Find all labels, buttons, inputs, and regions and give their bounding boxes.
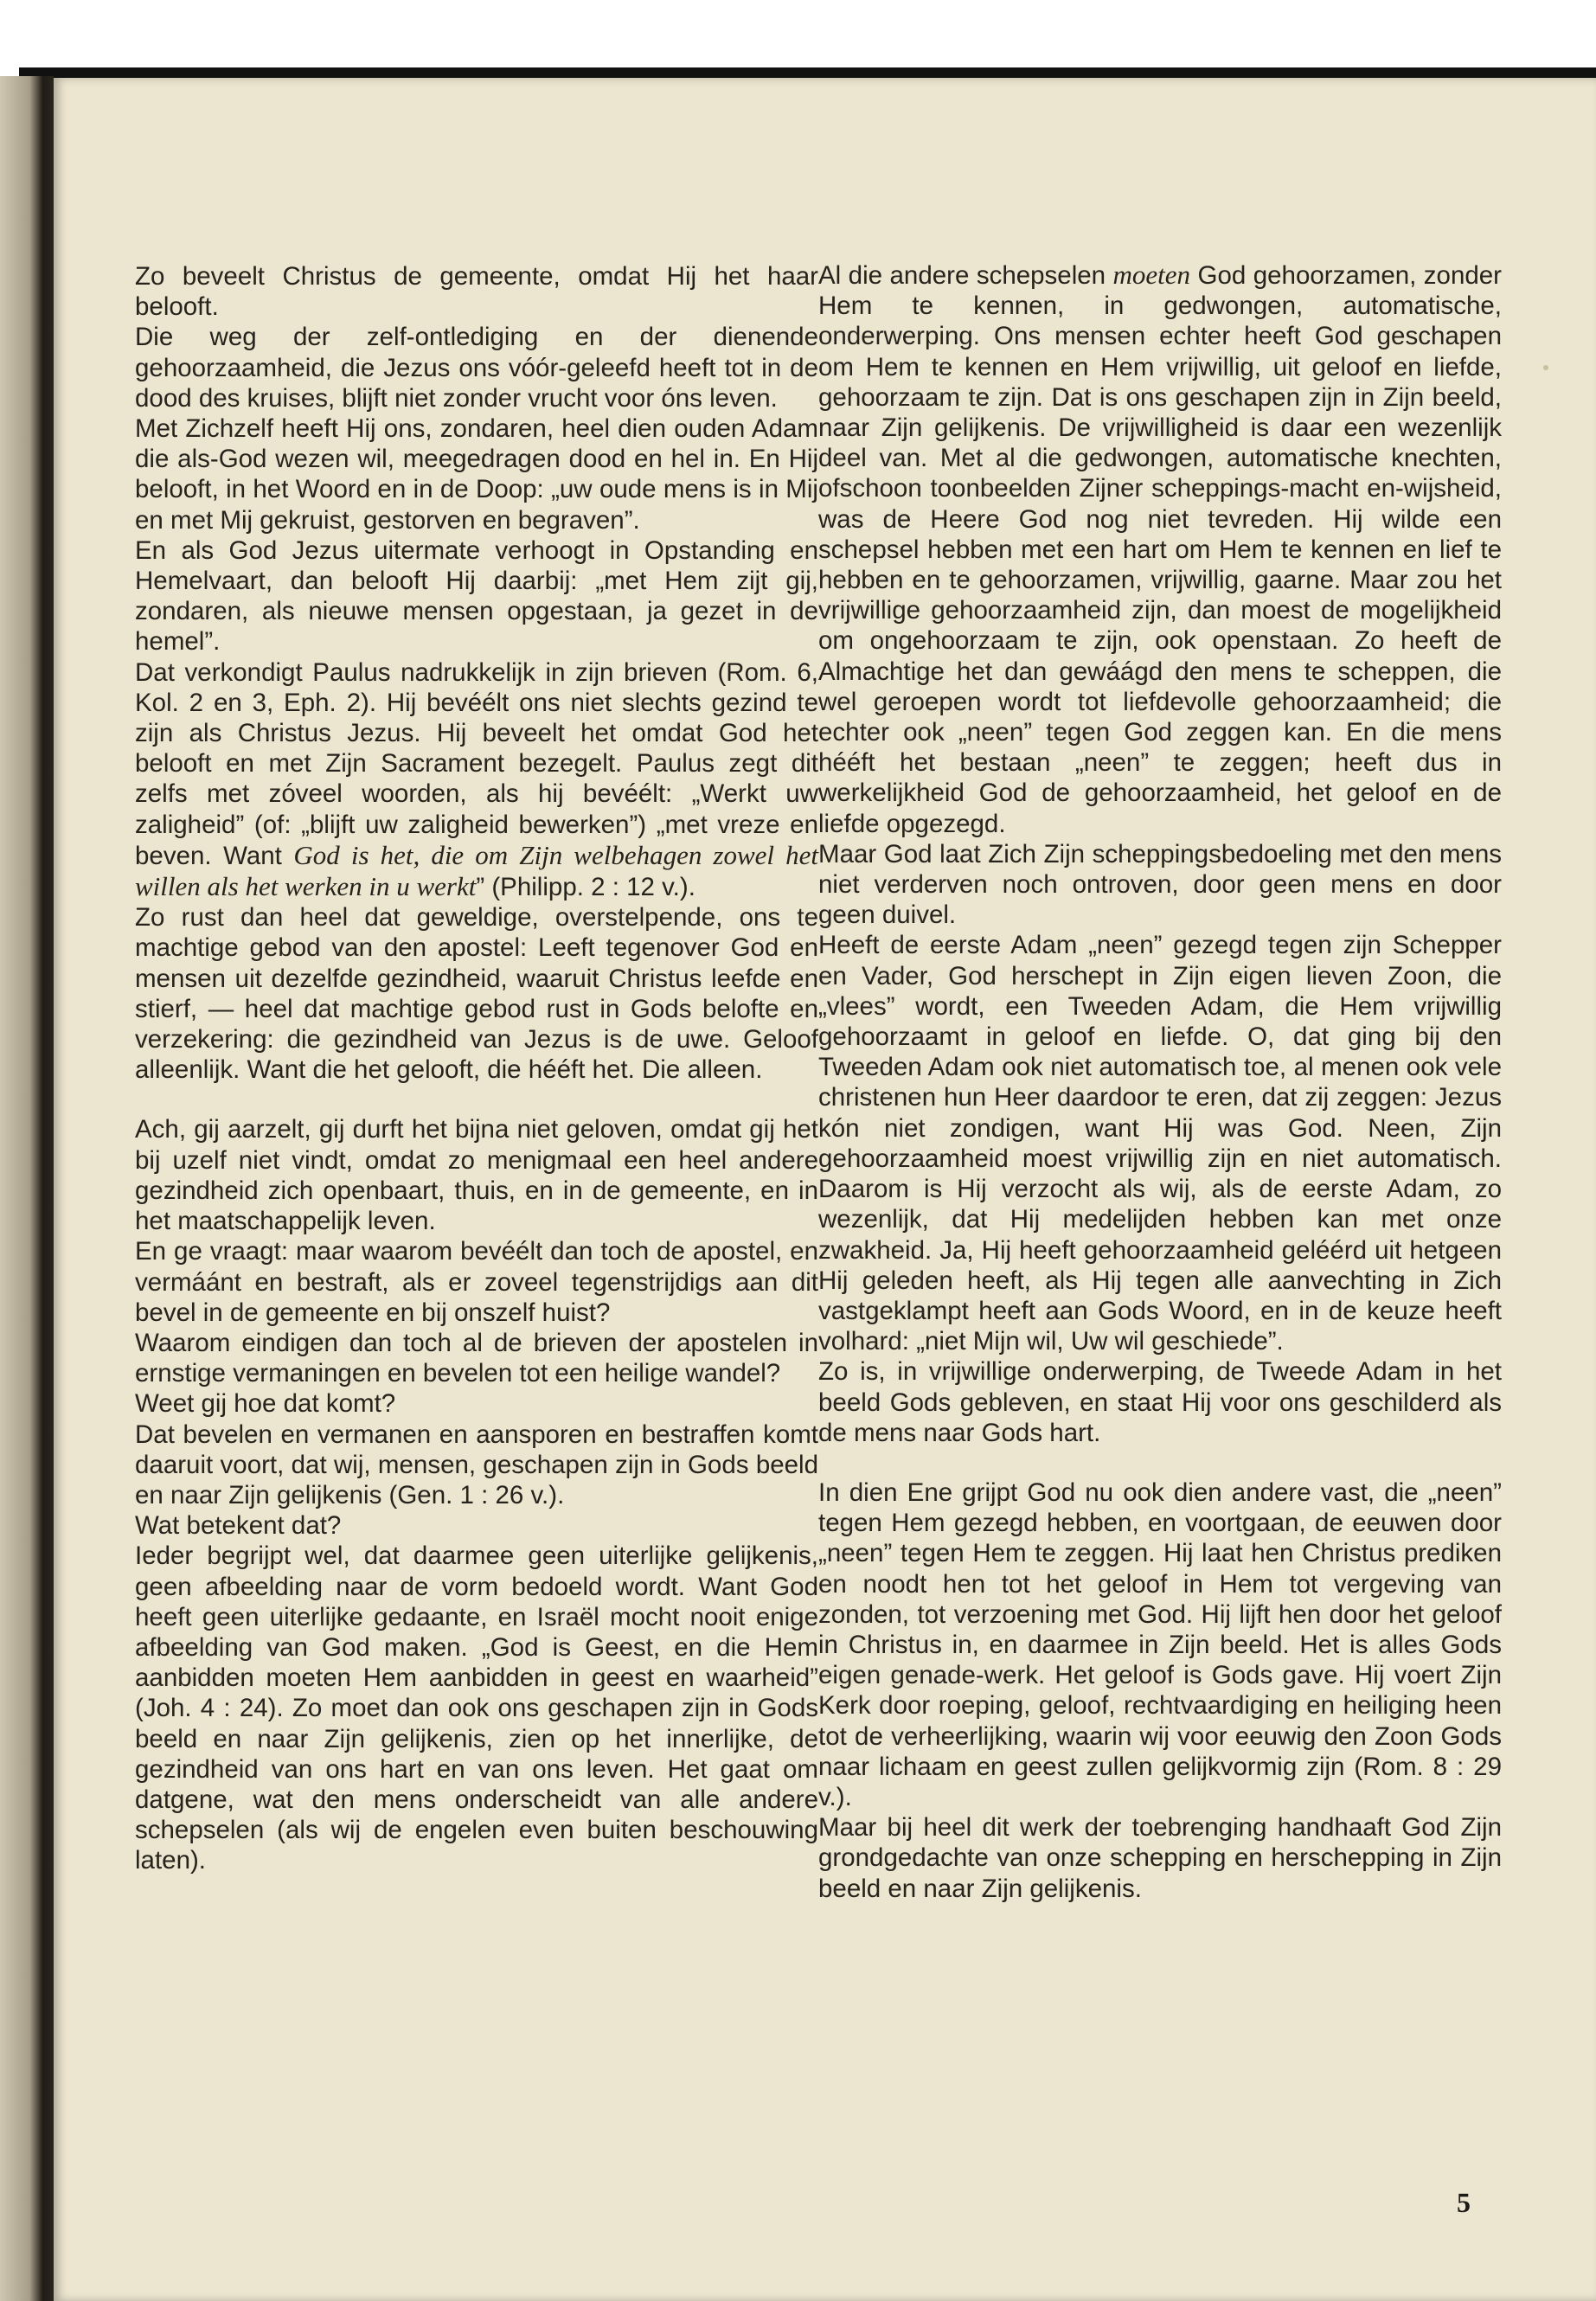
- paragraph: Heeft de eerste Adam „neen” gezegd tegen zijn Schepper en Vader, God herschept in Zijn eigen lieven Zoon, die „vlees” wordt, een Tweeden Adam, die Hem vrijwillig gehoorzaamt in geloof en liefde. O, dat ging bij den Tweeden Adam ook niet automatisch toe, al menen ook vele christenen hun Heer daardoor te eren, dat zij zeggen: Jezus kón niet zondigen, want Hij was God. Neen, Zijn gehoorzaamheid moest vrijwillig zijn en niet automatisch. Daarom is Hij verzocht als wij, als de eerste Adam, zo wezenlijk, dat Hij medelijden hebben kan met onze zwakheid. Ja, Hij heeft gehoorzaamheid geléérd uit hetgeen Hij geleden heeft, als Hij tegen alle aanvechting in Zich vastgeklampt heeft aan Gods Woord, en in de keuze heeft volhard: „niet Mijn wil, Uw wil geschiede”.: [818, 931, 1502, 1356]
- paragraph: Dat bevelen en vermanen en aansporen en bestraffen komt daaruit voort, dat wij, mensen, geschapen zijn in Gods beeld en naar Zijn gelijkenis (Gen. 1 : 26 v.).: [135, 1420, 818, 1509]
- text-run: Al die andere schepselen: [818, 261, 1106, 290]
- paragraph: [135, 657, 818, 903]
- right-column: [818, 260, 1502, 1904]
- paragraph: Waarom eindigen dan toch al de brieven der apostelen in ernstige vermaningen en bevelen tot een heilige wandel?: [135, 1328, 818, 1388]
- paragraph: Met Zichzelf heeft Hij ons, zondaren, heel dien ouden Adam die als-God wezen wil, meegedragen dood en hel in. En Hij belooft, in het Woord en in de Doop: „uw oude mens is in Mij en met Mij gekruist, gestorven en begraven”.: [135, 414, 818, 535]
- scan-spine-edge: [0, 76, 54, 2301]
- text-run: God gehoorzamen, zonder Hem te kennen, in gedwongen, automatische, onderwerping. Ons mensen echter heeft God geschapen om Hem te kennen en Hem vrijwillig, uit geloof en liefde, gehoorzaam te zijn. Dat is ons geschapen zijn in Zijn beeld, naar Zijn gelijkenis. De vrijwilligheid is daar een wezenlijk deel van. Met al die gedwongen, automatische knechten, ofschoon toonbeelden Zijner scheppings-macht en-wijsheid, was de Heere God nog niet tevreden. Hij wilde een schepsel hebben met een hart om Hem te kennen en lief te hebben en te gehoorzamen, vrijwillig, gaarne. Maar zou het vrijwillige gehoorzaamheid zijn, dan moest de mogelijkheid om ongehoorzaam te zijn, ook openstaan. Zo heeft de Almachtige het dan gewáágd den mens te scheppen, die wel geroepen wordt tot liefdevolle gehoorzaamheid; die echter ook „neen” tegen God zeggen kan. En die mens hééft het bestaan „neen” te zeggen; heeft dus in werkelijkheid God de gehoorzaamheid, het geloof en de liefde opgezegd.: [818, 261, 1502, 838]
- paragraph-gap: [135, 1085, 818, 1114]
- paper-speck: [1543, 365, 1548, 370]
- book-page: [54, 78, 1596, 2301]
- paragraph: Zo is, in vrijwillige onderwerping, de Tweede Adam in het beeld Gods gebleven, en staat Hij voor ons geschilderd als de mens naar Gods hart.: [818, 1357, 1502, 1447]
- italic-word: moeten: [1112, 260, 1191, 290]
- italic-quote: God is het, die om Zijn welbehagen zowel het willen als het werken in u werkt: [135, 839, 818, 902]
- text-run: Dat verkondigt Paulus nadrukkelijk in zijn brieven (Rom. 6, Kol. 2 en 3, Eph. 2). Hij bevéélt ons niet slechts gezind te zijn als Christus Jezus. Hij beveelt het omdat God het belooft en met Zijn Sacrament bezegelt. Paulus zegt dit zelfs met zóveel woorden, als hij bevéélt: „Werkt uw zaligheid” (of: „blijft uw zaligheid bewerken”) „met vreze en beven. Want: [135, 657, 818, 870]
- paragraph: En ge vraagt: maar waarom bevéélt dan toch de apostel, en vermáánt en bestraft, als er zoveel tegenstrijdigs aan dit bevel in de gemeente en bij onszelf huist?: [135, 1237, 818, 1327]
- paragraph: In dien Ene grijpt God nu ook dien andere vast, die „neen” tegen Hem gezegd hebben, en voortgaan, de eeuwen door „neen” tegen Hem te zeggen. Hij laat hen Christus prediken en noodt hen tot het geloof in Hem tot vergeving van zonden, tot verzoening met God. Hij lijft hen door het geloof in Christus in, en daarmee in Zijn beeld. Het is alles Gods eigen genade-werk. Het geloof is Gods gave. Hij voert Zijn Kerk door roeping, geloof, rechtvaardiging en heiliging heen tot de verheerlijking, waarin wij voor eeuwig den Zoon Gods naar lichaam en geest zullen gelijkvormig zijn (Rom. 8 : 29 v.).: [818, 1477, 1502, 1811]
- paragraph: Wat betekent dat?: [135, 1511, 342, 1541]
- paragraph: Weet gij hoe dat komt?: [135, 1389, 396, 1419]
- paragraph: [818, 260, 1502, 839]
- paragraph: Zo beveelt Christus de gemeente, omdat Hij het haar belooft.: [135, 262, 818, 322]
- left-column: [135, 261, 818, 1876]
- paragraph: Maar God laat Zich Zijn scheppingsbedoeling met den mens niet verderven noch ontroven, door geen mens en door geen duivel.: [818, 839, 1502, 930]
- paragraph: Maar bij heel dit werk der toebrenging handhaaft God Zijn grondgedachte van onze schepping en herschepping in Zijn beeld en naar Zijn gelijkenis.: [818, 1813, 1502, 1903]
- paragraph: Ieder begrijpt wel, dat daarmee geen uiterlijke gelijkenis, geen afbeelding naar de vorm bedoeld wordt. Want God heeft geen uiterlijke gedaante, en Israël mocht nooit enige afbeelding van God maken. „God is Geest, en die Hem aanbidden moeten Hem aanbidden in geest en waarheid” (Joh. 4 : 24). Zo moet dan ook ons geschapen zijn in Gods beeld en naar Zijn gelijkenis, zien op het innerlijke, de gezindheid van ons hart en van ons leven. Het gaat om datgene, wat den mens onderscheidt van alle andere schepselen (als wij de engelen even buiten beschouwing laten).: [135, 1541, 818, 1875]
- paragraph: Zo rust dan heel dat geweldige, overstelpende, ons te machtige gebod van den apostel: Leeft tegenover God en mensen uit dezelfde gezindheid, waaruit Christus leefde en stierf, — heel dat machtige gebod rust in Gods belofte en verzekering: die gezindheid van Jezus is de uwe. Geloof alleenlijk. Want die het gelooft, die hééft het. Die alleen.: [135, 903, 818, 1085]
- text-run: ” (Philipp. 2 : 12 v.).: [476, 873, 695, 902]
- page-number: 5: [1457, 2187, 1471, 2218]
- paragraph: Die weg der zelf-ontlediging en der dienende gehoorzaamheid, die Jezus ons vóór-geleefd heeft tot in de dood des kruises, blijft niet zonder vrucht voor óns leven.: [135, 323, 818, 413]
- paragraph-gap: [818, 1448, 1502, 1477]
- paragraph: En als God Jezus uitermate verhoogt in Opstanding en Hemelvaart, dan belooft Hij daarbij: „met Hem zijt gij, zondaren, als nieuwe mensen opgestaan, ja gezet in de hemel”.: [135, 535, 818, 657]
- paragraph: Ach, gij aarzelt, gij durft het bijna niet geloven, omdat gij het bij uzelf niet vindt, omdat zo menigmaal een heel andere gezindheid zich openbaart, thuis, en in de gemeente, en in het maatschappelijk leven.: [135, 1115, 818, 1236]
